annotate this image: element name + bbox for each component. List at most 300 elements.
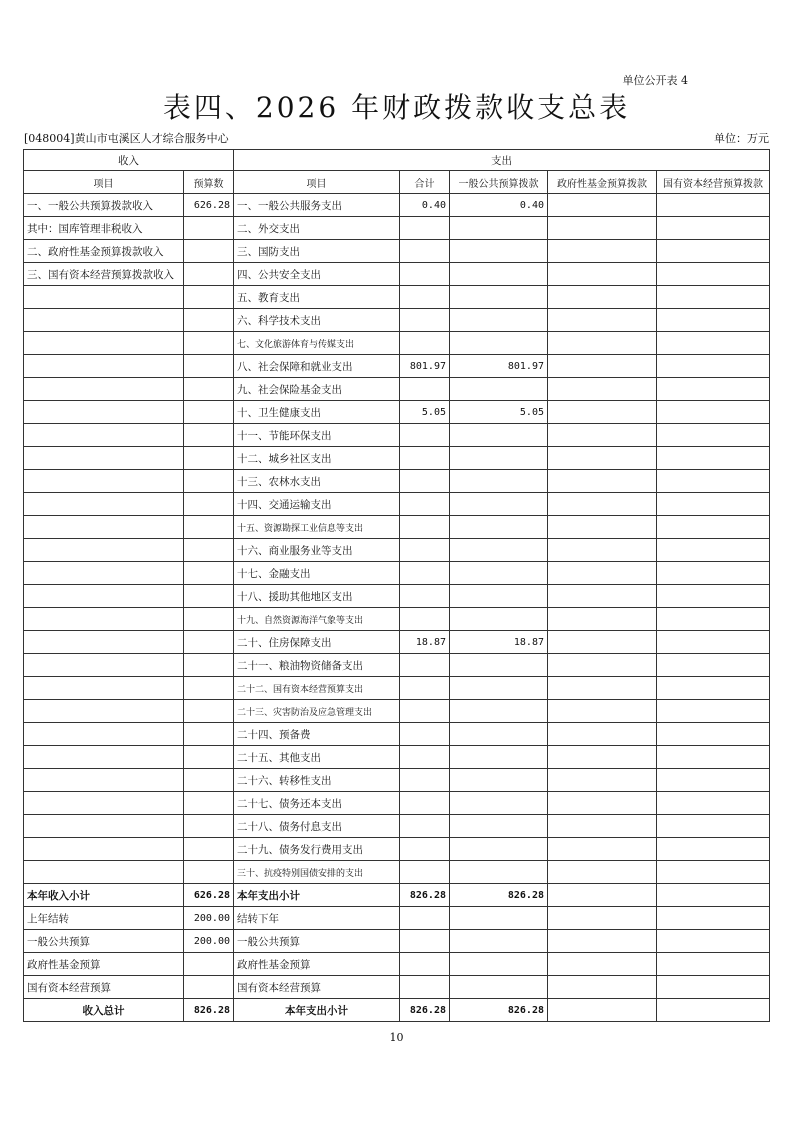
table-row	[24, 654, 770, 677]
expense-item-cell: 一般公共预算	[234, 930, 400, 953]
income-item-cell: 国有资本经营预算	[24, 976, 184, 999]
total-cell	[400, 447, 450, 470]
general-budget-cell	[450, 585, 548, 608]
col-fund-budget: 政府性基金预算拨款	[548, 171, 657, 194]
expense-item-cell: 结转下年	[234, 907, 400, 930]
income-item-cell	[24, 378, 184, 401]
fund-budget-cell	[548, 654, 657, 677]
total-cell	[400, 723, 450, 746]
table-row	[24, 309, 770, 332]
organization-name: [048004]黄山市屯溪区人才综合服务中心	[24, 132, 229, 145]
capital-budget-cell	[657, 930, 770, 953]
capital-budget-cell	[657, 723, 770, 746]
fund-budget-cell	[548, 355, 657, 378]
table-row	[24, 470, 770, 493]
fund-budget-cell	[548, 677, 657, 700]
income-amount-cell	[184, 217, 234, 240]
table-row	[24, 700, 770, 723]
general-budget-cell	[450, 286, 548, 309]
capital-budget-cell	[657, 999, 770, 1022]
capital-budget-cell	[657, 631, 770, 654]
expense-item-cell: 二十八、债务付息支出	[234, 815, 400, 838]
fund-budget-cell	[548, 838, 657, 861]
income-amount-cell	[184, 700, 234, 723]
total-cell	[400, 263, 450, 286]
income-amount-cell	[184, 608, 234, 631]
table-header-row	[24, 150, 770, 171]
income-amount-cell	[184, 677, 234, 700]
total-cell	[400, 930, 450, 953]
total-cell	[400, 677, 450, 700]
general-budget-cell	[450, 930, 548, 953]
general-budget-cell	[450, 562, 548, 585]
table-row	[24, 355, 770, 378]
total-cell	[400, 953, 450, 976]
fund-budget-cell	[548, 746, 657, 769]
income-amount-cell: 626.28	[184, 194, 234, 217]
general-budget-cell	[450, 424, 548, 447]
fund-budget-cell	[548, 815, 657, 838]
income-item-cell	[24, 493, 184, 516]
general-budget-cell	[450, 953, 548, 976]
total-cell	[400, 585, 450, 608]
total-cell	[400, 286, 450, 309]
fund-budget-cell	[548, 953, 657, 976]
expense-item-cell: 二十、住房保障支出	[234, 631, 400, 654]
expense-item-cell: 政府性基金预算	[234, 953, 400, 976]
fund-budget-cell	[548, 907, 657, 930]
fund-budget-cell	[548, 631, 657, 654]
income-item-cell	[24, 585, 184, 608]
income-item-cell: 政府性基金预算	[24, 953, 184, 976]
income-amount-cell	[184, 263, 234, 286]
total-cell: 0.40	[400, 194, 450, 217]
capital-budget-cell	[657, 447, 770, 470]
expense-item-cell: 二、外交支出	[234, 217, 400, 240]
expense-item-cell: 国有资本经营预算	[234, 976, 400, 999]
total-cell	[400, 861, 450, 884]
income-item-cell	[24, 608, 184, 631]
general-budget-cell	[450, 447, 548, 470]
capital-budget-cell	[657, 677, 770, 700]
general-budget-cell	[450, 217, 548, 240]
page-tag: 单位公开表 4	[622, 74, 688, 87]
capital-budget-cell	[657, 907, 770, 930]
income-item-cell	[24, 401, 184, 424]
page-title: 表四、2026 年财政拨款收支总表	[162, 91, 631, 124]
table-row	[24, 884, 770, 907]
income-item-cell	[24, 470, 184, 493]
income-amount-cell	[184, 746, 234, 769]
income-amount-cell: 826.28	[184, 999, 234, 1022]
expense-item-cell: 二十六、转移性支出	[234, 769, 400, 792]
general-budget-cell: 5.05	[450, 401, 548, 424]
income-item-cell	[24, 792, 184, 815]
income-item-cell	[24, 700, 184, 723]
income-item-cell: 其中：国库管理非税收入	[24, 217, 184, 240]
expense-item-cell: 二十五、其他支出	[234, 746, 400, 769]
capital-budget-cell	[657, 539, 770, 562]
income-amount-cell	[184, 332, 234, 355]
total-cell	[400, 539, 450, 562]
fund-budget-cell	[548, 608, 657, 631]
income-item-cell	[24, 286, 184, 309]
fund-budget-cell	[548, 263, 657, 286]
income-item-cell	[24, 654, 184, 677]
expense-item-cell: 二十九、债务发行费用支出	[234, 838, 400, 861]
expense-item-cell: 本年支出小计	[234, 999, 400, 1022]
fund-budget-cell	[548, 217, 657, 240]
general-budget-cell: 18.87	[450, 631, 548, 654]
income-amount-cell	[184, 769, 234, 792]
total-cell	[400, 838, 450, 861]
fund-budget-cell	[548, 999, 657, 1022]
expense-item-cell: 十七、金融支出	[234, 562, 400, 585]
expense-item-cell: 十四、交通运输支出	[234, 493, 400, 516]
expense-item-cell: 九、社会保险基金支出	[234, 378, 400, 401]
expense-item-cell: 六、科学技术支出	[234, 309, 400, 332]
income-amount-cell	[184, 792, 234, 815]
expense-item-cell: 十二、城乡社区支出	[234, 447, 400, 470]
income-amount-cell	[184, 378, 234, 401]
income-amount-cell	[184, 631, 234, 654]
capital-budget-cell	[657, 332, 770, 355]
capital-budget-cell	[657, 240, 770, 263]
capital-budget-cell	[657, 815, 770, 838]
fund-budget-cell	[548, 424, 657, 447]
capital-budget-cell	[657, 953, 770, 976]
income-amount-cell	[184, 562, 234, 585]
fund-budget-cell	[548, 562, 657, 585]
fund-budget-cell	[548, 516, 657, 539]
income-amount-cell: 626.28	[184, 884, 234, 907]
expense-item-cell: 十五、资源勘探工业信息等支出	[234, 516, 400, 539]
income-item-cell: 本年收入小计	[24, 884, 184, 907]
income-amount-cell	[184, 861, 234, 884]
capital-budget-cell	[657, 217, 770, 240]
income-item-cell	[24, 447, 184, 470]
expense-item-cell: 十一、节能环保支出	[234, 424, 400, 447]
table-row	[24, 493, 770, 516]
table-row	[24, 608, 770, 631]
capital-budget-cell	[657, 355, 770, 378]
expense-item-cell: 十九、自然资源海洋气象等支出	[234, 608, 400, 631]
total-cell: 18.87	[400, 631, 450, 654]
total-cell	[400, 309, 450, 332]
income-amount-cell	[184, 309, 234, 332]
income-item-cell	[24, 424, 184, 447]
capital-budget-cell	[657, 976, 770, 999]
total-cell	[400, 562, 450, 585]
capital-budget-cell	[657, 585, 770, 608]
budget-table	[23, 149, 770, 1022]
table-row	[24, 907, 770, 930]
income-item-cell	[24, 677, 184, 700]
income-item-cell: 二、政府性基金预算拨款收入	[24, 240, 184, 263]
expense-item-cell: 七、文化旅游体育与传媒支出	[234, 332, 400, 355]
general-budget-cell	[450, 470, 548, 493]
total-cell: 5.05	[400, 401, 450, 424]
fund-budget-cell	[548, 861, 657, 884]
fund-budget-cell	[548, 447, 657, 470]
general-budget-cell	[450, 332, 548, 355]
capital-budget-cell	[657, 700, 770, 723]
col-general-budget: 一般公共预算拨款	[450, 171, 548, 194]
income-item-cell: 一、一般公共预算拨款收入	[24, 194, 184, 217]
general-budget-cell	[450, 378, 548, 401]
expense-item-cell: 二十二、国有资本经营预算支出	[234, 677, 400, 700]
total-cell	[400, 976, 450, 999]
general-budget-cell	[450, 516, 548, 539]
general-budget-cell	[450, 769, 548, 792]
general-budget-cell	[450, 838, 548, 861]
table-row	[24, 930, 770, 953]
general-budget-cell	[450, 723, 548, 746]
income-item-cell: 三、国有资本经营预算拨款收入	[24, 263, 184, 286]
fund-budget-cell	[548, 309, 657, 332]
fund-budget-cell	[548, 585, 657, 608]
capital-budget-cell	[657, 884, 770, 907]
fund-budget-cell	[548, 194, 657, 217]
total-cell	[400, 815, 450, 838]
income-item-cell	[24, 746, 184, 769]
fund-budget-cell	[548, 470, 657, 493]
expense-item-cell: 八、社会保障和就业支出	[234, 355, 400, 378]
capital-budget-cell	[657, 493, 770, 516]
total-cell	[400, 240, 450, 263]
fund-budget-cell	[548, 332, 657, 355]
table-row	[24, 631, 770, 654]
general-budget-cell	[450, 861, 548, 884]
income-amount-cell	[184, 240, 234, 263]
income-item-cell	[24, 815, 184, 838]
fund-budget-cell	[548, 401, 657, 424]
unit-label: 单位：万元	[714, 132, 769, 145]
income-item-cell: 上年结转	[24, 907, 184, 930]
table-row	[24, 953, 770, 976]
col-income-item: 项目	[24, 171, 184, 194]
general-budget-cell	[450, 700, 548, 723]
total-cell	[400, 470, 450, 493]
income-amount-cell	[184, 355, 234, 378]
col-capital-budget: 国有资本经营预算拨款	[657, 171, 770, 194]
total-cell	[400, 608, 450, 631]
expense-item-cell: 四、公共安全支出	[234, 263, 400, 286]
capital-budget-cell	[657, 562, 770, 585]
capital-budget-cell	[657, 263, 770, 286]
fund-budget-cell	[548, 700, 657, 723]
expense-item-cell: 十三、农林水支出	[234, 470, 400, 493]
table-row	[24, 677, 770, 700]
fund-budget-cell	[548, 378, 657, 401]
col-total: 合计	[400, 171, 450, 194]
income-amount-cell	[184, 286, 234, 309]
fund-budget-cell	[548, 792, 657, 815]
fund-budget-cell	[548, 286, 657, 309]
fund-budget-cell	[548, 930, 657, 953]
income-item-cell	[24, 769, 184, 792]
income-amount-cell	[184, 516, 234, 539]
table-row	[24, 516, 770, 539]
total-cell	[400, 769, 450, 792]
expense-item-cell: 五、教育支出	[234, 286, 400, 309]
fund-budget-cell	[548, 539, 657, 562]
general-budget-cell	[450, 976, 548, 999]
total-cell	[400, 516, 450, 539]
general-budget-cell	[450, 792, 548, 815]
general-budget-cell	[450, 907, 548, 930]
expense-item-cell: 一、一般公共服务支出	[234, 194, 400, 217]
expense-item-cell: 二十三、灾害防治及应急管理支出	[234, 700, 400, 723]
general-budget-cell	[450, 493, 548, 516]
expense-item-cell: 本年支出小计	[234, 884, 400, 907]
income-amount-cell	[184, 470, 234, 493]
table-row	[24, 976, 770, 999]
capital-budget-cell	[657, 608, 770, 631]
income-amount-cell	[184, 953, 234, 976]
total-cell: 826.28	[400, 884, 450, 907]
table-row	[24, 539, 770, 562]
general-budget-cell	[450, 815, 548, 838]
fund-budget-cell	[548, 884, 657, 907]
total-cell: 801.97	[400, 355, 450, 378]
capital-budget-cell	[657, 286, 770, 309]
table-row	[24, 217, 770, 240]
capital-budget-cell	[657, 401, 770, 424]
capital-budget-cell	[657, 309, 770, 332]
income-amount-cell	[184, 447, 234, 470]
income-amount-cell	[184, 424, 234, 447]
income-amount-cell	[184, 493, 234, 516]
table-row	[24, 263, 770, 286]
income-item-cell	[24, 723, 184, 746]
expense-item-cell: 十六、商业服务业等支出	[234, 539, 400, 562]
income-item-cell	[24, 631, 184, 654]
expense-item-cell: 二十四、预备费	[234, 723, 400, 746]
income-amount-cell	[184, 585, 234, 608]
general-budget-cell	[450, 746, 548, 769]
total-cell	[400, 700, 450, 723]
expense-item-cell: 三十、抗疫特别国债安排的支出	[234, 861, 400, 884]
fund-budget-cell	[548, 493, 657, 516]
income-item-cell	[24, 309, 184, 332]
income-amount-cell	[184, 654, 234, 677]
general-budget-cell	[450, 309, 548, 332]
total-cell	[400, 746, 450, 769]
table-row	[24, 286, 770, 309]
total-cell	[400, 907, 450, 930]
column-header-row	[24, 171, 770, 194]
fund-budget-cell	[548, 976, 657, 999]
general-budget-cell	[450, 654, 548, 677]
fund-budget-cell	[548, 723, 657, 746]
income-item-cell	[24, 539, 184, 562]
table-row	[24, 194, 770, 217]
capital-budget-cell	[657, 792, 770, 815]
total-cell	[400, 493, 450, 516]
income-item-cell	[24, 516, 184, 539]
expense-item-cell: 三、国防支出	[234, 240, 400, 263]
table-row	[24, 240, 770, 263]
expense-item-cell: 十八、援助其他地区支出	[234, 585, 400, 608]
table-row	[24, 447, 770, 470]
table-row	[24, 378, 770, 401]
capital-budget-cell	[657, 861, 770, 884]
general-budget-cell	[450, 240, 548, 263]
expense-item-cell: 二十一、粮油物资储备支出	[234, 654, 400, 677]
page-number: 10	[389, 1031, 404, 1044]
table-row	[24, 769, 770, 792]
table-row	[24, 999, 770, 1022]
income-item-cell	[24, 355, 184, 378]
income-item-cell	[24, 332, 184, 355]
income-amount-cell	[184, 838, 234, 861]
capital-budget-cell	[657, 470, 770, 493]
col-expense-item: 项目	[234, 171, 400, 194]
table-row	[24, 746, 770, 769]
income-amount-cell: 200.00	[184, 930, 234, 953]
table-row	[24, 562, 770, 585]
total-cell	[400, 378, 450, 401]
table-row	[24, 585, 770, 608]
capital-budget-cell	[657, 769, 770, 792]
general-budget-cell: 801.97	[450, 355, 548, 378]
table-row	[24, 401, 770, 424]
fund-budget-cell	[548, 769, 657, 792]
income-amount-cell: 200.00	[184, 907, 234, 930]
capital-budget-cell	[657, 424, 770, 447]
general-budget-cell	[450, 263, 548, 286]
total-cell	[400, 792, 450, 815]
general-budget-cell: 0.40	[450, 194, 548, 217]
table-row	[24, 838, 770, 861]
general-budget-cell	[450, 677, 548, 700]
capital-budget-cell	[657, 194, 770, 217]
income-amount-cell	[184, 815, 234, 838]
capital-budget-cell	[657, 378, 770, 401]
income-item-cell: 一般公共预算	[24, 930, 184, 953]
total-cell	[400, 332, 450, 355]
capital-budget-cell	[657, 516, 770, 539]
general-budget-cell	[450, 608, 548, 631]
total-cell	[400, 217, 450, 240]
capital-budget-cell	[657, 838, 770, 861]
income-item-cell	[24, 838, 184, 861]
expense-header: 支出	[234, 150, 770, 171]
income-amount-cell	[184, 976, 234, 999]
table-row	[24, 861, 770, 884]
general-budget-cell: 826.28	[450, 884, 548, 907]
income-item-cell	[24, 861, 184, 884]
total-cell: 826.28	[400, 999, 450, 1022]
table-row	[24, 424, 770, 447]
income-item-cell: 收入总计	[24, 999, 184, 1022]
income-header: 收入	[24, 150, 234, 171]
capital-budget-cell	[657, 654, 770, 677]
income-amount-cell	[184, 723, 234, 746]
total-cell	[400, 424, 450, 447]
fund-budget-cell	[548, 240, 657, 263]
table-row	[24, 792, 770, 815]
table-row	[24, 815, 770, 838]
expense-item-cell: 二十七、债务还本支出	[234, 792, 400, 815]
income-item-cell	[24, 562, 184, 585]
expense-item-cell: 十、卫生健康支出	[234, 401, 400, 424]
table-row	[24, 332, 770, 355]
col-income-amount: 预算数	[184, 171, 234, 194]
capital-budget-cell	[657, 746, 770, 769]
income-amount-cell	[184, 539, 234, 562]
